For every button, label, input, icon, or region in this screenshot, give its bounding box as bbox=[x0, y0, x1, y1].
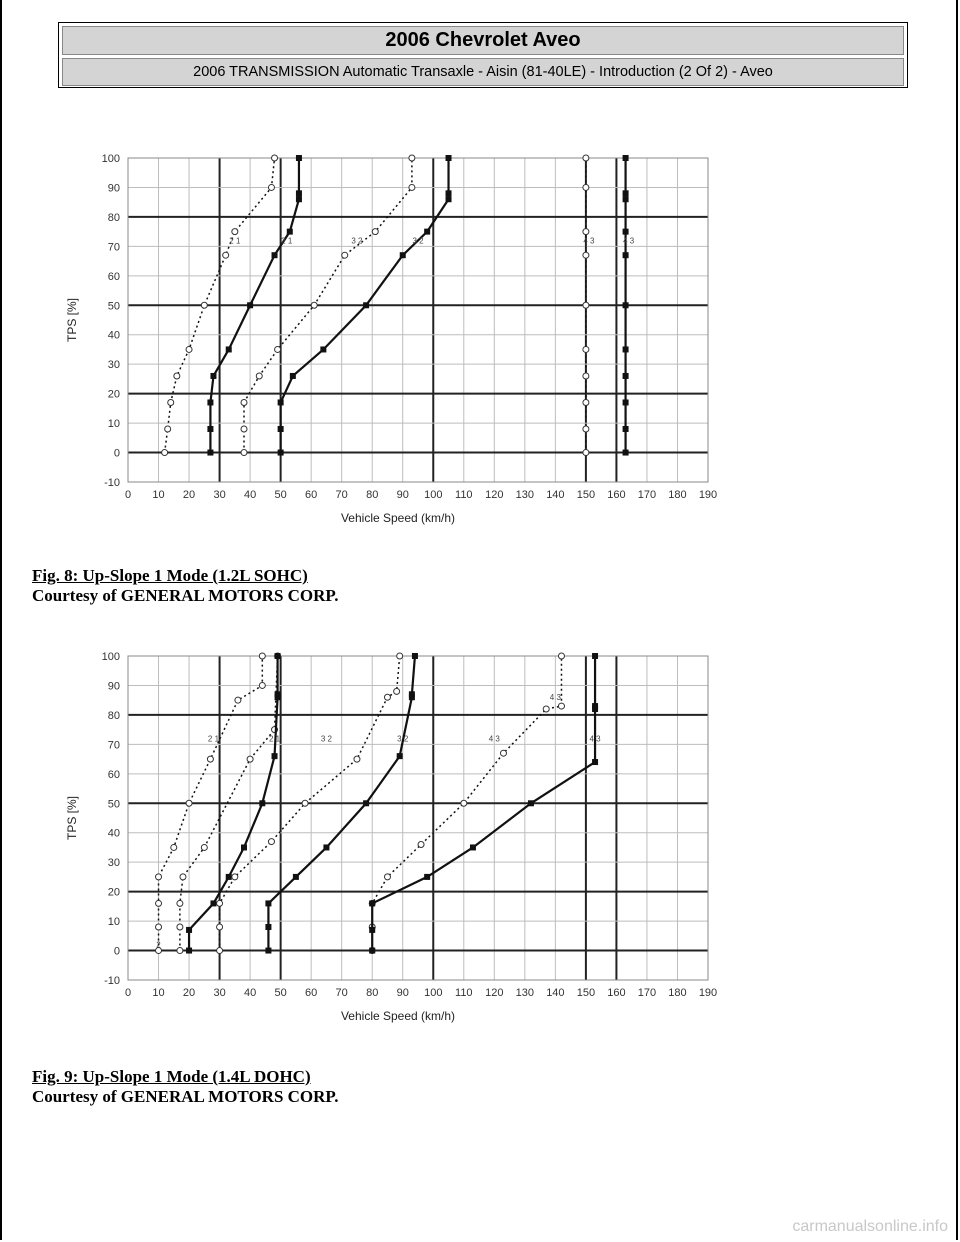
point-label: 2 1 bbox=[281, 236, 293, 246]
data-point bbox=[207, 426, 213, 432]
data-point bbox=[311, 302, 317, 308]
data-point bbox=[500, 750, 506, 756]
data-point bbox=[268, 839, 274, 845]
x-tick-label: 10 bbox=[152, 489, 165, 501]
data-point bbox=[241, 844, 247, 850]
data-point bbox=[168, 399, 174, 405]
x-tick-label: 70 bbox=[335, 987, 348, 999]
x-axis-label: Vehicle Speed (km/h) bbox=[340, 511, 456, 525]
x-tick-label: 120 bbox=[485, 489, 504, 501]
y-axis-label: TPS [%] bbox=[65, 795, 79, 841]
data-point bbox=[265, 924, 271, 930]
point-label: 4 3 bbox=[583, 236, 595, 246]
data-point bbox=[583, 184, 589, 190]
data-point bbox=[623, 399, 629, 405]
data-point bbox=[290, 373, 296, 379]
data-point bbox=[296, 155, 302, 161]
data-point bbox=[226, 346, 232, 352]
y-tick-label: 100 bbox=[101, 651, 120, 663]
data-point bbox=[232, 874, 238, 880]
y-tick-label: 10 bbox=[107, 418, 120, 431]
data-point bbox=[583, 252, 589, 258]
data-point bbox=[217, 924, 223, 930]
chart-fig-8-svg bbox=[50, 140, 730, 542]
y-tick-label: -10 bbox=[104, 975, 120, 987]
document-title: 2006 Chevrolet Aveo bbox=[62, 26, 904, 55]
data-point bbox=[323, 844, 329, 850]
x-tick-label: 90 bbox=[396, 489, 409, 501]
x-tick-label: 150 bbox=[576, 489, 596, 501]
data-point bbox=[369, 948, 375, 954]
data-point bbox=[369, 900, 375, 906]
data-point bbox=[583, 155, 589, 161]
y-tick-label: 60 bbox=[107, 270, 120, 283]
data-point bbox=[583, 373, 589, 379]
data-point bbox=[180, 874, 186, 880]
figure-8-caption: Fig. 8: Up-Slope 1 Mode (1.2L SOHC) bbox=[32, 566, 308, 585]
data-point bbox=[272, 252, 278, 258]
data-point bbox=[583, 426, 589, 432]
data-point bbox=[156, 924, 162, 930]
data-point bbox=[207, 450, 213, 456]
data-point bbox=[259, 653, 265, 659]
x-tick-label: 110 bbox=[455, 987, 473, 999]
data-point bbox=[186, 948, 192, 954]
y-tick-label: 50 bbox=[107, 798, 120, 811]
figure-9-caption: Fig. 9: Up-Slope 1 Mode (1.4L DOHC) bbox=[32, 1067, 311, 1086]
y-tick-label: 90 bbox=[107, 182, 120, 195]
data-point bbox=[623, 229, 629, 235]
data-point bbox=[424, 229, 430, 235]
data-point bbox=[363, 302, 369, 308]
y-tick-label: 90 bbox=[107, 680, 120, 693]
data-point bbox=[461, 800, 467, 806]
y-tick-label: 20 bbox=[107, 886, 120, 899]
data-point bbox=[592, 703, 598, 709]
data-point bbox=[265, 948, 271, 954]
data-point bbox=[186, 800, 192, 806]
x-tick-label: 110 bbox=[455, 489, 473, 501]
data-point bbox=[287, 229, 293, 235]
data-point bbox=[272, 155, 278, 161]
data-point bbox=[165, 426, 171, 432]
data-point bbox=[177, 924, 183, 930]
x-tick-label: 190 bbox=[698, 987, 718, 999]
data-point bbox=[259, 800, 265, 806]
data-point bbox=[201, 302, 207, 308]
data-point bbox=[397, 753, 403, 759]
data-point bbox=[210, 373, 216, 379]
data-point bbox=[293, 874, 299, 880]
data-point bbox=[583, 346, 589, 352]
x-tick-label: 190 bbox=[698, 489, 718, 501]
x-tick-label: 90 bbox=[396, 987, 409, 999]
y-axis-label: TPS [%] bbox=[65, 297, 79, 343]
data-point bbox=[296, 190, 302, 196]
chart-fig-9 bbox=[50, 638, 730, 1040]
data-point bbox=[275, 346, 281, 352]
data-point bbox=[354, 756, 360, 762]
x-tick-label: 60 bbox=[305, 489, 318, 501]
y-tick-label: 30 bbox=[107, 359, 120, 372]
data-point bbox=[278, 426, 284, 432]
data-point bbox=[543, 706, 549, 712]
x-tick-label: 160 bbox=[607, 987, 626, 999]
x-tick-label: 0 bbox=[124, 987, 132, 999]
data-point bbox=[400, 252, 406, 258]
data-point bbox=[302, 800, 308, 806]
data-point bbox=[409, 155, 415, 161]
y-tick-label: 20 bbox=[107, 388, 120, 401]
y-tick-label: 70 bbox=[107, 241, 120, 254]
data-point bbox=[201, 844, 207, 850]
x-tick-label: 70 bbox=[335, 489, 348, 501]
y-tick-label: 50 bbox=[107, 300, 120, 313]
y-tick-label: 60 bbox=[107, 768, 120, 781]
data-point bbox=[342, 252, 348, 258]
x-tick-label: 20 bbox=[182, 489, 196, 501]
data-point bbox=[397, 653, 403, 659]
figure-8-courtesy: Courtesy of GENERAL MOTORS CORP. bbox=[32, 586, 339, 605]
point-label: 2 1 bbox=[268, 734, 281, 744]
y-tick-label: -10 bbox=[104, 477, 120, 489]
data-point bbox=[446, 196, 452, 202]
y-tick-label: 0 bbox=[113, 447, 120, 460]
point-label: 4 3 bbox=[589, 734, 601, 744]
plot-frame bbox=[128, 158, 708, 482]
data-point bbox=[177, 948, 183, 954]
data-point bbox=[409, 184, 415, 190]
data-point bbox=[384, 694, 390, 700]
x-tick-label: 50 bbox=[274, 489, 287, 501]
x-tick-label: 120 bbox=[485, 987, 504, 999]
data-point bbox=[174, 373, 180, 379]
point-label: 2 bbox=[156, 940, 161, 950]
data-point bbox=[156, 900, 162, 906]
point-label: 4 3 bbox=[623, 236, 635, 246]
point-label: 3 2 bbox=[397, 734, 409, 744]
point-label: 4 3 bbox=[549, 693, 561, 703]
data-point bbox=[528, 800, 534, 806]
x-tick-label: 60 bbox=[305, 987, 318, 999]
data-point bbox=[384, 874, 390, 880]
data-point bbox=[265, 900, 271, 906]
point-label: 2 1 bbox=[207, 734, 220, 744]
x-tick-label: 80 bbox=[366, 987, 379, 999]
x-tick-label: 100 bbox=[424, 987, 443, 999]
data-point bbox=[418, 842, 424, 848]
data-point bbox=[558, 653, 564, 659]
x-tick-label: 170 bbox=[637, 987, 657, 999]
x-tick-label: 20 bbox=[182, 987, 196, 999]
x-tick-label: 40 bbox=[243, 489, 257, 501]
x-tick-label: 170 bbox=[637, 489, 657, 501]
data-point bbox=[247, 302, 253, 308]
data-point bbox=[394, 688, 400, 694]
data-point bbox=[171, 844, 177, 850]
plot-frame bbox=[128, 656, 708, 980]
x-tick-label: 80 bbox=[366, 489, 379, 501]
point-label: 4 3 bbox=[488, 734, 500, 744]
x-tick-label: 0 bbox=[124, 489, 132, 501]
data-point bbox=[217, 948, 223, 954]
data-point bbox=[424, 874, 430, 880]
figure-9-courtesy: Courtesy of GENERAL MOTORS CORP. bbox=[32, 1087, 339, 1106]
chart-fig-8 bbox=[50, 140, 730, 542]
data-point bbox=[592, 653, 598, 659]
data-point bbox=[558, 703, 564, 709]
data-point bbox=[186, 346, 192, 352]
y-tick-label: 10 bbox=[107, 916, 120, 929]
data-point bbox=[623, 373, 629, 379]
data-point bbox=[232, 229, 238, 235]
data-point bbox=[226, 874, 232, 880]
x-tick-label: 130 bbox=[515, 987, 535, 999]
x-tick-label: 180 bbox=[668, 987, 687, 999]
x-tick-label: 140 bbox=[546, 489, 565, 501]
x-tick-label: 140 bbox=[546, 987, 565, 999]
figure-9-caption-block bbox=[32, 1067, 339, 1107]
data-point bbox=[592, 759, 598, 765]
data-point bbox=[623, 190, 629, 196]
x-tick-label: 150 bbox=[576, 987, 596, 999]
point-label: 3 2 bbox=[412, 236, 424, 246]
data-point bbox=[369, 927, 375, 933]
data-point bbox=[241, 426, 247, 432]
data-point bbox=[583, 450, 589, 456]
x-tick-label: 10 bbox=[152, 987, 165, 999]
x-tick-label: 130 bbox=[515, 489, 535, 501]
y-tick-label: 100 bbox=[101, 153, 120, 165]
data-point bbox=[241, 450, 247, 456]
data-point bbox=[623, 252, 629, 258]
y-tick-label: 80 bbox=[107, 709, 120, 722]
document-header bbox=[58, 22, 908, 88]
data-point bbox=[446, 190, 452, 196]
y-tick-label: 0 bbox=[113, 945, 120, 958]
data-point bbox=[177, 900, 183, 906]
watermark-brand: carmanualsonline.info bbox=[792, 1218, 948, 1235]
data-point bbox=[583, 229, 589, 235]
y-tick-label: 30 bbox=[107, 857, 120, 870]
data-point bbox=[217, 900, 223, 906]
point-label: 3 2 bbox=[320, 734, 332, 744]
data-point bbox=[210, 900, 216, 906]
chart-fig-9-svg bbox=[50, 638, 730, 1040]
data-point bbox=[241, 399, 247, 405]
x-tick-label: 30 bbox=[213, 987, 226, 999]
data-point bbox=[320, 346, 326, 352]
data-point bbox=[623, 196, 629, 202]
data-point bbox=[156, 874, 162, 880]
data-point bbox=[275, 653, 281, 659]
data-point bbox=[275, 691, 281, 697]
x-tick-label: 160 bbox=[607, 489, 626, 501]
data-point bbox=[278, 450, 284, 456]
y-tick-label: 40 bbox=[107, 827, 120, 840]
data-point bbox=[272, 753, 278, 759]
data-point bbox=[296, 196, 302, 202]
point-label: 2 1 bbox=[229, 236, 241, 246]
data-point bbox=[247, 756, 253, 762]
data-point bbox=[278, 399, 284, 405]
data-point bbox=[623, 426, 629, 432]
data-point bbox=[470, 844, 476, 850]
data-point bbox=[623, 450, 629, 456]
x-axis-label: Vehicle Speed (km/h) bbox=[340, 1009, 456, 1023]
data-point bbox=[623, 302, 629, 308]
data-point bbox=[412, 653, 418, 659]
data-point bbox=[235, 697, 241, 703]
data-point bbox=[162, 450, 168, 456]
data-point bbox=[207, 399, 213, 405]
figure-8-caption-block bbox=[32, 566, 339, 606]
data-point bbox=[223, 252, 229, 258]
data-point bbox=[409, 691, 415, 697]
x-tick-label: 40 bbox=[243, 987, 257, 999]
document-subtitle: 2006 TRANSMISSION Automatic Transaxle - Aisin (81-40LE) - Introduction (2 Of 2) - Aveo bbox=[62, 58, 904, 86]
y-tick-label: 40 bbox=[107, 329, 120, 342]
data-point bbox=[186, 927, 192, 933]
y-tick-label: 70 bbox=[107, 739, 120, 752]
data-point bbox=[207, 756, 213, 762]
data-point bbox=[583, 399, 589, 405]
x-tick-label: 180 bbox=[668, 489, 687, 501]
data-point bbox=[363, 800, 369, 806]
data-point bbox=[623, 155, 629, 161]
data-point bbox=[446, 155, 452, 161]
point-label: 3 2 bbox=[351, 236, 363, 246]
data-point bbox=[259, 682, 265, 688]
data-point bbox=[623, 346, 629, 352]
data-point bbox=[583, 302, 589, 308]
x-tick-label: 100 bbox=[424, 489, 443, 501]
data-point bbox=[372, 229, 378, 235]
data-point bbox=[256, 373, 262, 379]
data-point bbox=[268, 184, 274, 190]
x-tick-label: 30 bbox=[213, 489, 226, 501]
y-tick-label: 80 bbox=[107, 211, 120, 224]
x-tick-label: 50 bbox=[274, 987, 287, 999]
